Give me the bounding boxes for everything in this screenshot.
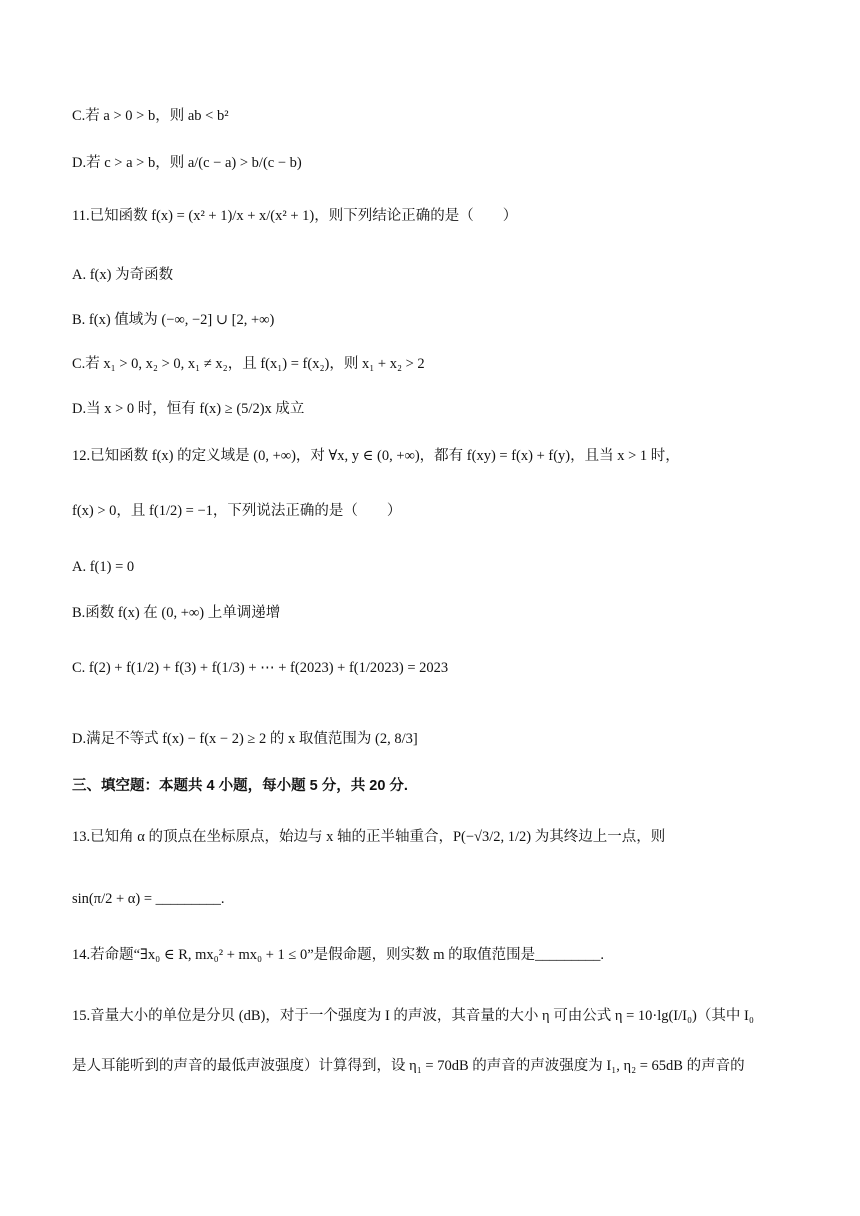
q12-option-d: D.满足不等式 f(x) − f(x − 2) ≥ 2 的 x 取值范围为 (2, 8/3] [72, 731, 418, 747]
q12-option-c: C. f(2) + f(1/2) + f(3) + f(1/3) + ⋯ + f(2023) + f(1/2023) = 2023 [72, 660, 449, 676]
q12-stem: 12.已知函数 f(x) 的定义域是 (0, +∞)，对 ∀x, y ∈ (0, +∞)，都有 f(xy) = f(x) + f(y)，且当 x > 1 时， [72, 448, 680, 464]
q11-option-c: C.若 x₁ > 0, x₂ > 0, x₁ ≠ x₂，且 f(x₁) = f(x₂)，则 x₁ + x₂ > 2 [72, 356, 425, 372]
q10-option-d: D.若 c > a > b，则 a/(c − a) > b/(c − b) [72, 155, 302, 171]
q15-stem-cont: 是人耳能听到的声音的最低声波强度）计算得到，设 η₁ = 70dB 的声音的声波强度为 I₁, η₂ = 65dB 的声音的 [72, 1058, 745, 1074]
q12-option-a: A. f(1) = 0 [72, 559, 135, 575]
q14-stem: 14.若命题“∃x₀ ∈ R, mx₀² + mx₀ + 1 ≤ 0”是假命题，则实数 m 的取值范围是_________. [72, 947, 605, 963]
q13-answer-line: sin(π/2 + α) = _________. [72, 891, 225, 907]
q10-option-c: C.若 a > 0 > b，则 ab < b² [72, 108, 229, 124]
q11-option-a: A. f(x) 为奇函数 [72, 267, 174, 283]
q12-stem-cont: f(x) > 0，且 f(1/2) = −1，下列说法正确的是（ ） [72, 503, 402, 519]
q15-stem: 15.音量大小的单位是分贝 (dB)，对于一个强度为 I 的声波，其音量的大小 η 可由公式 η = 10·lg(I/I₀)（其中 I₀ [72, 1008, 754, 1024]
q11-option-d: D.当 x > 0 时，恒有 f(x) ≥ (5/2)x 成立 [72, 401, 305, 417]
q11-option-b: B. f(x) 值域为 (−∞, −2] ∪ [2, +∞) [72, 312, 275, 328]
q13-stem: 13.已知角 α 的顶点在坐标原点，始边与 x 轴的正半轴重合，P(−√3/2, 1/2) 为其终边上一点，则 [72, 829, 666, 845]
section-three-heading: 三、填空题：本题共 4 小题，每小题 5 分，共 20 分. [72, 778, 408, 794]
q11-stem: 11.已知函数 f(x) = (x² + 1)/x + x/(x² + 1)，则下列结论正确的是（ ） [72, 208, 518, 224]
q12-option-b: B.函数 f(x) 在 (0, +∞) 上单调递增 [72, 605, 281, 621]
